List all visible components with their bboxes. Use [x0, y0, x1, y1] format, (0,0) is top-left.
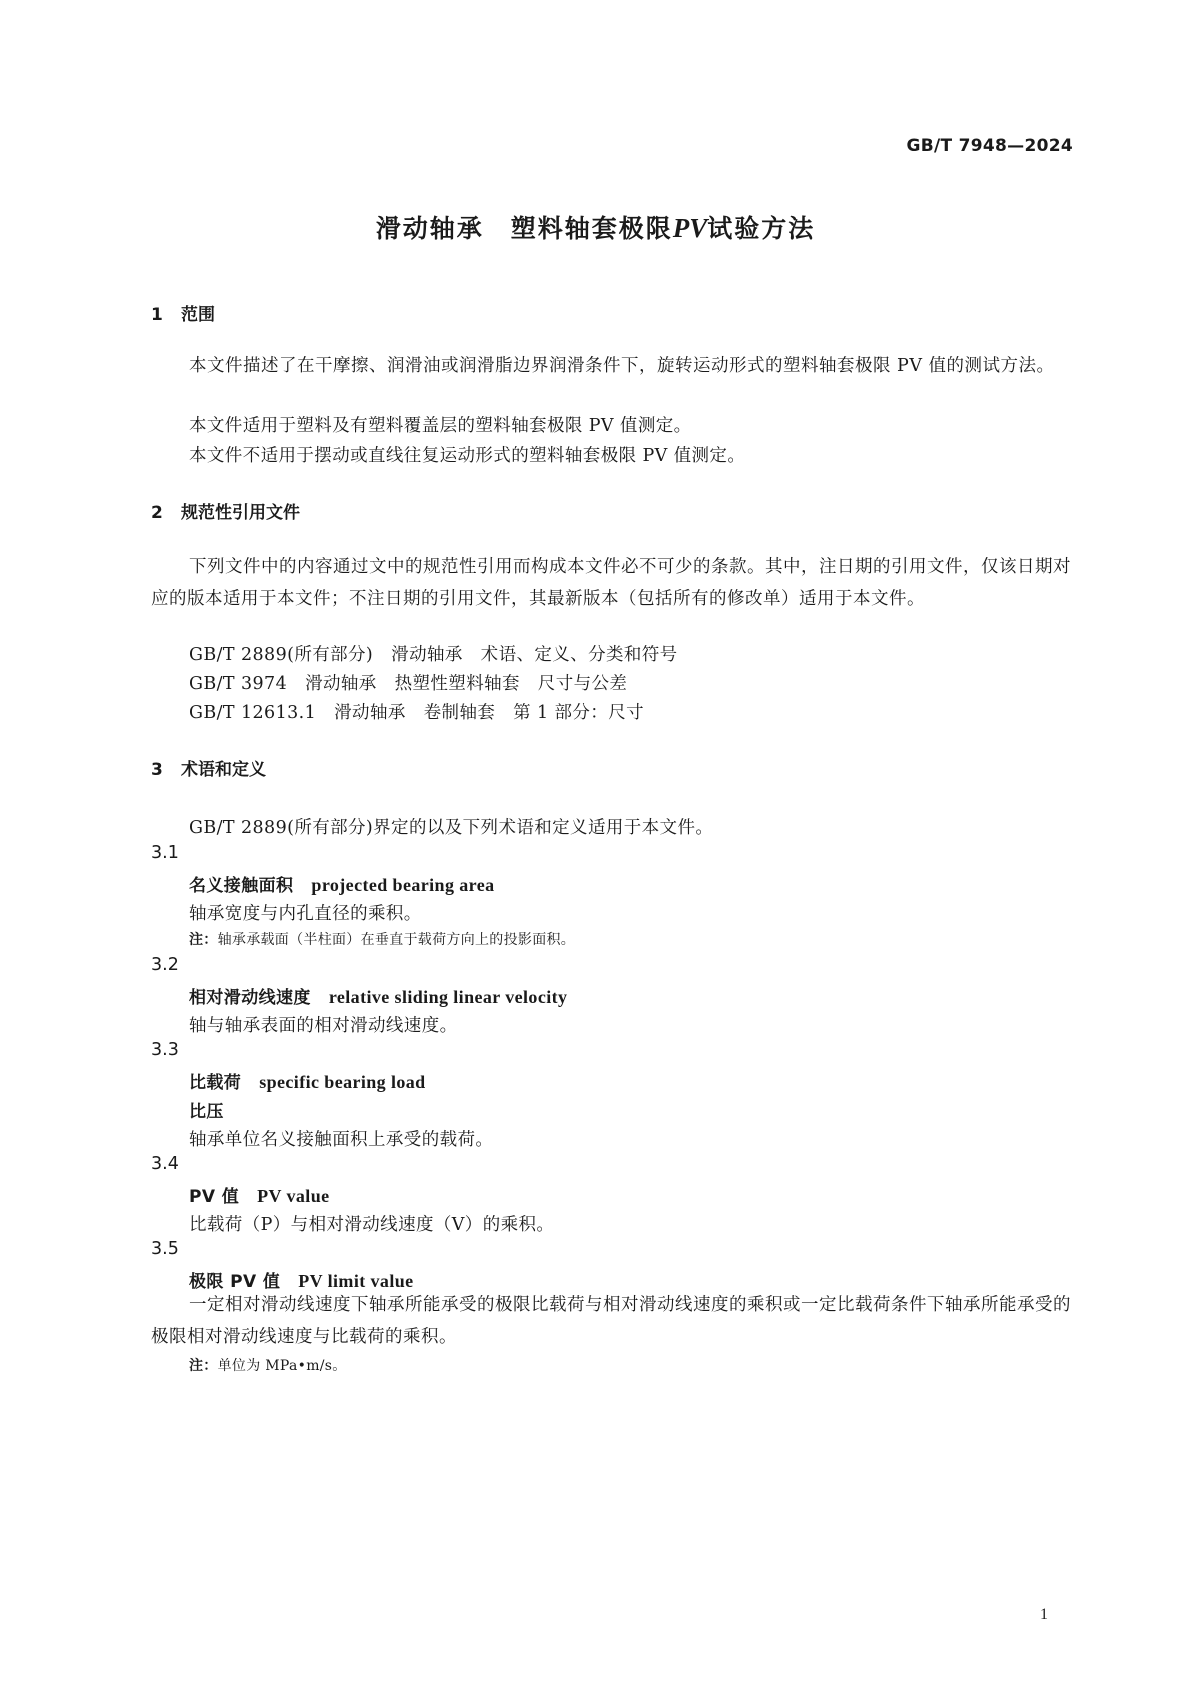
- section-1-para-1: 本文件描述了在干摩擦、润滑油或润滑脂边界润滑条件下，旋转运动形式的塑料轴套极限 PV 值的测试方法。: [189, 356, 1055, 376]
- reference-title: 滑动轴承 术语、定义、分类和符号: [391, 645, 678, 665]
- reference-item: [189, 670, 627, 695]
- reference-item: [189, 641, 678, 666]
- note-label: 注：: [189, 1358, 218, 1374]
- section-3-title: 术语和定义: [181, 760, 266, 780]
- section-2-para-1: 下列文件中的内容通过文中的规范性引用而构成本文件必不可少的条款。其中，注日期的引用文件，仅该日期对应的版本适用于本文件；不注日期的引用文件，其最新版本（包括所有的修改单）适用于本文件。: [151, 557, 1071, 609]
- reference-title: 滑动轴承 卷制轴套 第 1 部分：尺寸: [334, 703, 644, 723]
- term-en: PV value: [257, 1186, 330, 1206]
- clause-number: 3.5: [151, 1239, 179, 1259]
- term-zh: 相对滑动线速度: [189, 988, 311, 1008]
- clause-number: 3.3: [151, 1040, 179, 1060]
- reference-item: [189, 699, 644, 724]
- term-zh: 极限 PV 值: [189, 1272, 281, 1292]
- reference-code: GB/T 2889(所有部分): [189, 645, 374, 665]
- title-pv: PV: [672, 213, 708, 243]
- term-definition: 比载荷（P）与相对滑动线速度（V）的乘积。: [189, 1215, 555, 1235]
- term-en: projected bearing area: [311, 875, 495, 895]
- term-heading: [189, 871, 495, 896]
- term-zh: PV 值: [189, 1187, 240, 1207]
- section-2-title: 规范性引用文件: [181, 503, 300, 523]
- page-number: 1: [1040, 1606, 1048, 1623]
- note-text: 轴承承载面（半柱面）在垂直于载荷方向上的投影面积。: [217, 932, 576, 948]
- clause-number: 3.2: [151, 955, 179, 975]
- title-part2: 试验方法: [707, 214, 816, 243]
- term-heading: [189, 983, 567, 1008]
- term-en: PV limit value: [298, 1271, 414, 1291]
- term-definition: 一定相对滑动线速度下轴承所能承受的极限比载荷与相对滑动线速度的乘积或一定比载荷条件下轴承所能承受的极限相对滑动线速度与比载荷的乘积。: [151, 1295, 1071, 1347]
- term-heading: [189, 1182, 330, 1207]
- note: [189, 929, 575, 949]
- term-definition: 轴承宽度与内孔直径的乘积。: [189, 904, 422, 924]
- term-definition: 轴承单位名义接触面积上承受的载荷。: [189, 1130, 494, 1150]
- reference-code: GB/T 12613.1: [189, 703, 317, 723]
- term-definition: 轴与轴承表面的相对滑动线速度。: [189, 1016, 458, 1036]
- reference-code: GB/T 3974: [189, 674, 288, 694]
- note-text: 单位为 MPa•m/s。: [217, 1358, 347, 1374]
- section-3-heading: [151, 755, 266, 780]
- term-synonym-text: 比压: [189, 1102, 224, 1122]
- note-label: 注：: [189, 932, 218, 948]
- clause-number: 3.4: [151, 1154, 179, 1174]
- section-1-para-2: 本文件适用于塑料及有塑料覆盖层的塑料轴套极限 PV 值测定。: [189, 416, 692, 436]
- clause-number: 3.1: [151, 843, 179, 863]
- note: [189, 1355, 347, 1375]
- term-zh: 比载荷: [189, 1073, 242, 1093]
- standard-number: GB/T 7948—2024: [906, 136, 1073, 156]
- term-synonym: [189, 1097, 224, 1122]
- reference-title: 滑动轴承 热塑性塑料轴套 尺寸与公差: [305, 674, 628, 694]
- document-title: [0, 209, 1191, 245]
- section-1-heading: [151, 300, 215, 325]
- section-3-number: 3: [151, 760, 163, 780]
- term-en: relative sliding linear velocity: [328, 987, 568, 1007]
- term-en: specific bearing load: [259, 1072, 426, 1092]
- section-1-title: 范围: [181, 305, 215, 325]
- term-zh: 名义接触面积: [189, 876, 294, 896]
- section-2-number: 2: [151, 503, 163, 523]
- section-3-intro: GB/T 2889(所有部分)界定的以及下列术语和定义适用于本文件。: [189, 818, 714, 838]
- section-1-number: 1: [151, 305, 163, 325]
- section-2-heading: [151, 498, 300, 523]
- section-1-para-3: 本文件不适用于摆动或直线往复运动形式的塑料轴套极限 PV 值测定。: [189, 446, 746, 466]
- title-part1: 滑动轴承 塑料轴套极限: [375, 214, 673, 243]
- term-heading: [189, 1068, 426, 1093]
